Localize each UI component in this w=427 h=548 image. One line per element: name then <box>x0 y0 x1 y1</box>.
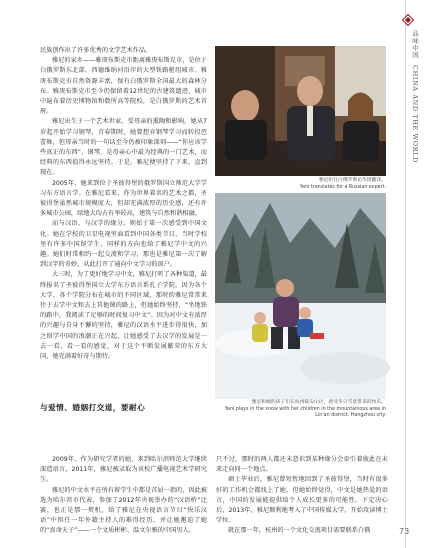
paragraph: 就在那一年，杭州的一个文化交流项目需要联系白俄 <box>228 527 371 535</box>
photo-snow <box>215 193 386 399</box>
paragraph: 2009年，作为研究学者的她，来到哈尔滨师范大学继续深造语言，2011年，雅尼被录取为该校广播电视艺术学研究生。 <box>40 456 207 484</box>
section-header <box>406 30 420 163</box>
paragraph: 民族创作出了许多优秀的文学艺术作品。 <box>40 47 152 54</box>
section-title: 与爱情、婚姻打交道，要耐心 <box>40 403 146 412</box>
caption-cn: 雅尼和她的孩子们在杭州临安山区，感受冬日雪景带来的快乐。 <box>251 400 386 405</box>
caption-en: Yani plays in the snow with her children in the mountainous area in Lin'an district, Hangzhou city. <box>224 406 386 419</box>
paragraph: 雅尼的家乡——雅庚布斯克市距离雅庚布斯克市，是位于白俄罗斯东北部、西德维纳河沿岸的大型铁路枢纽城市。雅庚布斯克市自然资源丰富，保有白俄罗斯全国最大的森林分布。雅庚布斯克市至今仍保留着12世纪的古建筑遗迹，城市中遍布着历史博物馆和数所高等院校，是白俄罗斯的艺术首府。 <box>40 57 207 116</box>
article-column-left-top <box>40 46 207 361</box>
photo-snow-caption <box>215 400 386 420</box>
paragraph: 硕士毕业后，雅尼曾短暂地回到了圣彼得堡，当时有很多好的工作机会都找上了她，但她始终觉得，中文是她热爱的语言，中国的发展能提供给个人成长更多的可能性。下定决心后，2013年，雅尼顺利地考入了中国传媒大学，开始攻读博士学位。 <box>216 476 388 525</box>
paragraph: 2005年，她来到位于圣彼得堡的俄罗斯国立师范大学学习东方语言学。在雅尼看来，作为世界着名的艺术之都，圣彼得堡虽然城市规模庞大，但却充满浓厚的历史感，还有许多城市公园，绿地大均占有率较高，建筑与自然和谐相融。 <box>40 179 207 218</box>
paragraph: 只不过，那时的两人都还未意识到某种缘分会牵引着彼此在未来走向同一个地点。 <box>216 456 388 474</box>
paragraph: 大三时，为了更好地学习中文，雅尼打听了各种渠道，最终报名了圣彼得堡国立大学东方语言系孔子学院。因为各个大学、各个学院分布在城市的不同区域，那时的雅尼常常来往于去学中文和去上其他课的路上，但她始终坚持，“坐地铁的路中，我阅读了足够的时间复习中文”。因为对中文有浓厚的兴趣与自身不懈的坚持，雅尼的汉语水平进步得很快，加之留学中国的浪潮正在兴起，让她感受了去汉学的发展是一去一看、看一看的感觉，对于这个不断发展繁荣的东方大国，她充满着好奇与期待。 <box>40 271 207 361</box>
caption-en: Yani translates for a Russian expert. <box>299 184 386 190</box>
photo-translation-caption <box>215 178 386 191</box>
paragraph: 而与汉语、与汉学的缘分，则始于第一次感受到中国文化。她在学校的卫星电视里面看到中国各类节目，当时学校里有许多中国留学生，同样的方向也给了雅尼学中文的兴趣。她们时常相约一起交流和学习，那也是雅尼第一次了解到汉字的奇妙，从此打开了通向中文学习的窗户。 <box>40 220 207 269</box>
magazine-logo-icon <box>402 14 414 26</box>
photo-snow-image <box>215 193 386 399</box>
section-header-en: CHINA AND THE WORLD <box>411 65 419 164</box>
paragraph: 雅尼的中文水平在所有留学生中都是首屈一指的，因此被选为哈尔滨市代表，参加了2012年央视举办的“汉语桥”比赛，也正是那一契机，给了雅尼在央视语言节目“快乐汉语”中担任一年外籍主持人的难得经历，并让她邂逅了她的“真命天子”——一个文质彬彬、温文尔雅的中国男人。 <box>40 486 207 535</box>
photo-translation-image <box>215 46 386 176</box>
section-header-cn: 品味中国 <box>411 30 419 59</box>
page-number: 73 <box>399 527 410 536</box>
article-column-left-bottom <box>40 455 207 535</box>
photo-translation <box>215 46 386 176</box>
paragraph: 雅尼出生于一个艺术世家，受母亲的熏陶和影响，她从7岁起开始学习钢琴，青春期时，她曾想弃钢琴学习而转投芭蕾舞，但母亲当时的一句话至今仍被印象深刻——“你应该学些真正的东西”。钢琴，是母亲心中最为经典的一门艺术，而经典的东西值得永远坚持。于是，雅尼便坚持了下来，直到现在。 <box>40 118 207 177</box>
article-column-right-bottom <box>216 455 388 535</box>
caption-cn: 雅尼担任白俄罗斯访华团翻译。 <box>318 178 386 183</box>
